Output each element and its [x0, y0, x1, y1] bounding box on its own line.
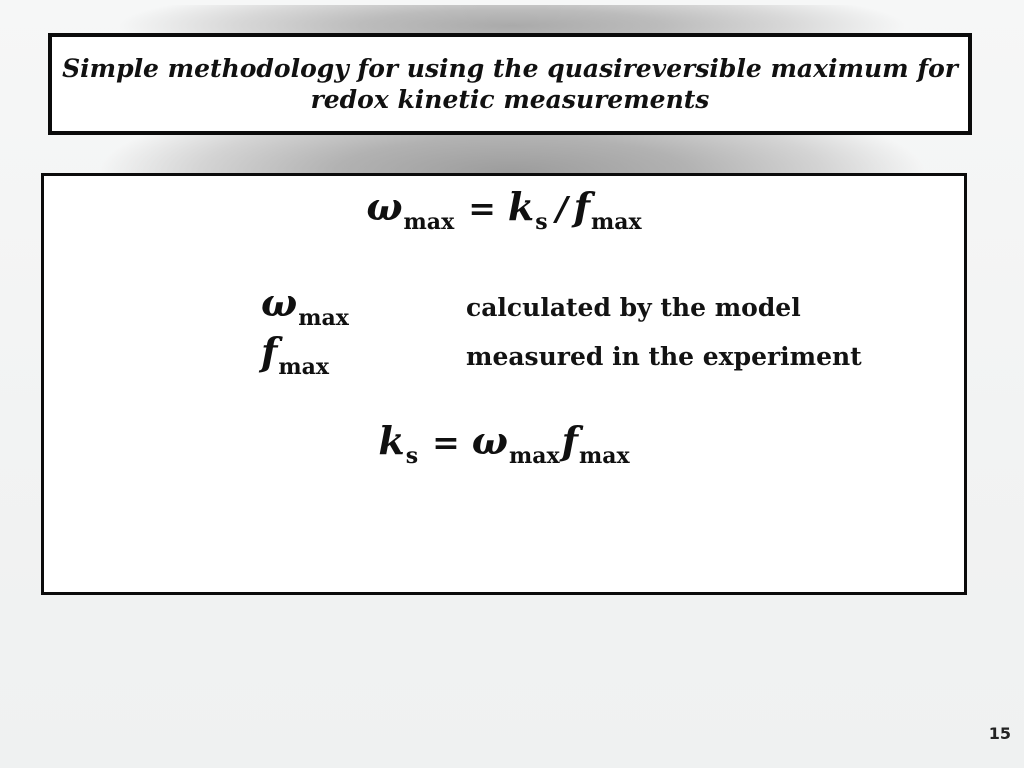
definition-symbol-f [261, 329, 466, 380]
f-symbol: f [573, 184, 590, 229]
f-subscript: max [591, 209, 642, 235]
ks-subscript: s [535, 209, 548, 235]
omega-subscript: max [403, 209, 455, 235]
definition-row-omega [261, 280, 801, 331]
equation-ks [44, 418, 964, 469]
f-subscript: max [578, 443, 630, 469]
equation-omega-max [44, 184, 964, 235]
ks-symbol: k [378, 418, 405, 463]
background-gradient-band-middle [28, 135, 996, 173]
definition-symbol-omega [261, 280, 466, 331]
omega-subscript: max [298, 305, 349, 331]
omega-symbol: ω [261, 280, 298, 325]
f-symbol: f [561, 418, 578, 463]
slide-title-line-1: Simple methodology for using the quasireversible maximum for [62, 54, 958, 83]
omega-symbol: ω [366, 184, 403, 229]
equals-sign: = [468, 189, 496, 228]
omega-symbol: ω [471, 418, 508, 463]
slide-content-box [41, 173, 967, 595]
ks-subscript: s [405, 443, 419, 469]
omega-subscript: max [508, 443, 560, 469]
definition-text-f: measured in the experiment [466, 342, 862, 371]
divide-slash: / [555, 189, 568, 228]
definition-text-omega: calculated by the model [466, 293, 801, 322]
slide-title-box [48, 33, 972, 135]
ks-symbol: k [507, 184, 535, 229]
slide-title-line-2: redox kinetic measurements [310, 85, 710, 114]
equals-sign: = [432, 423, 460, 462]
page-number: 15 [988, 724, 1011, 743]
f-symbol: f [261, 329, 278, 374]
definition-row-f [261, 329, 862, 380]
background-gradient-band-top [28, 5, 996, 34]
f-subscript: max [278, 354, 330, 380]
